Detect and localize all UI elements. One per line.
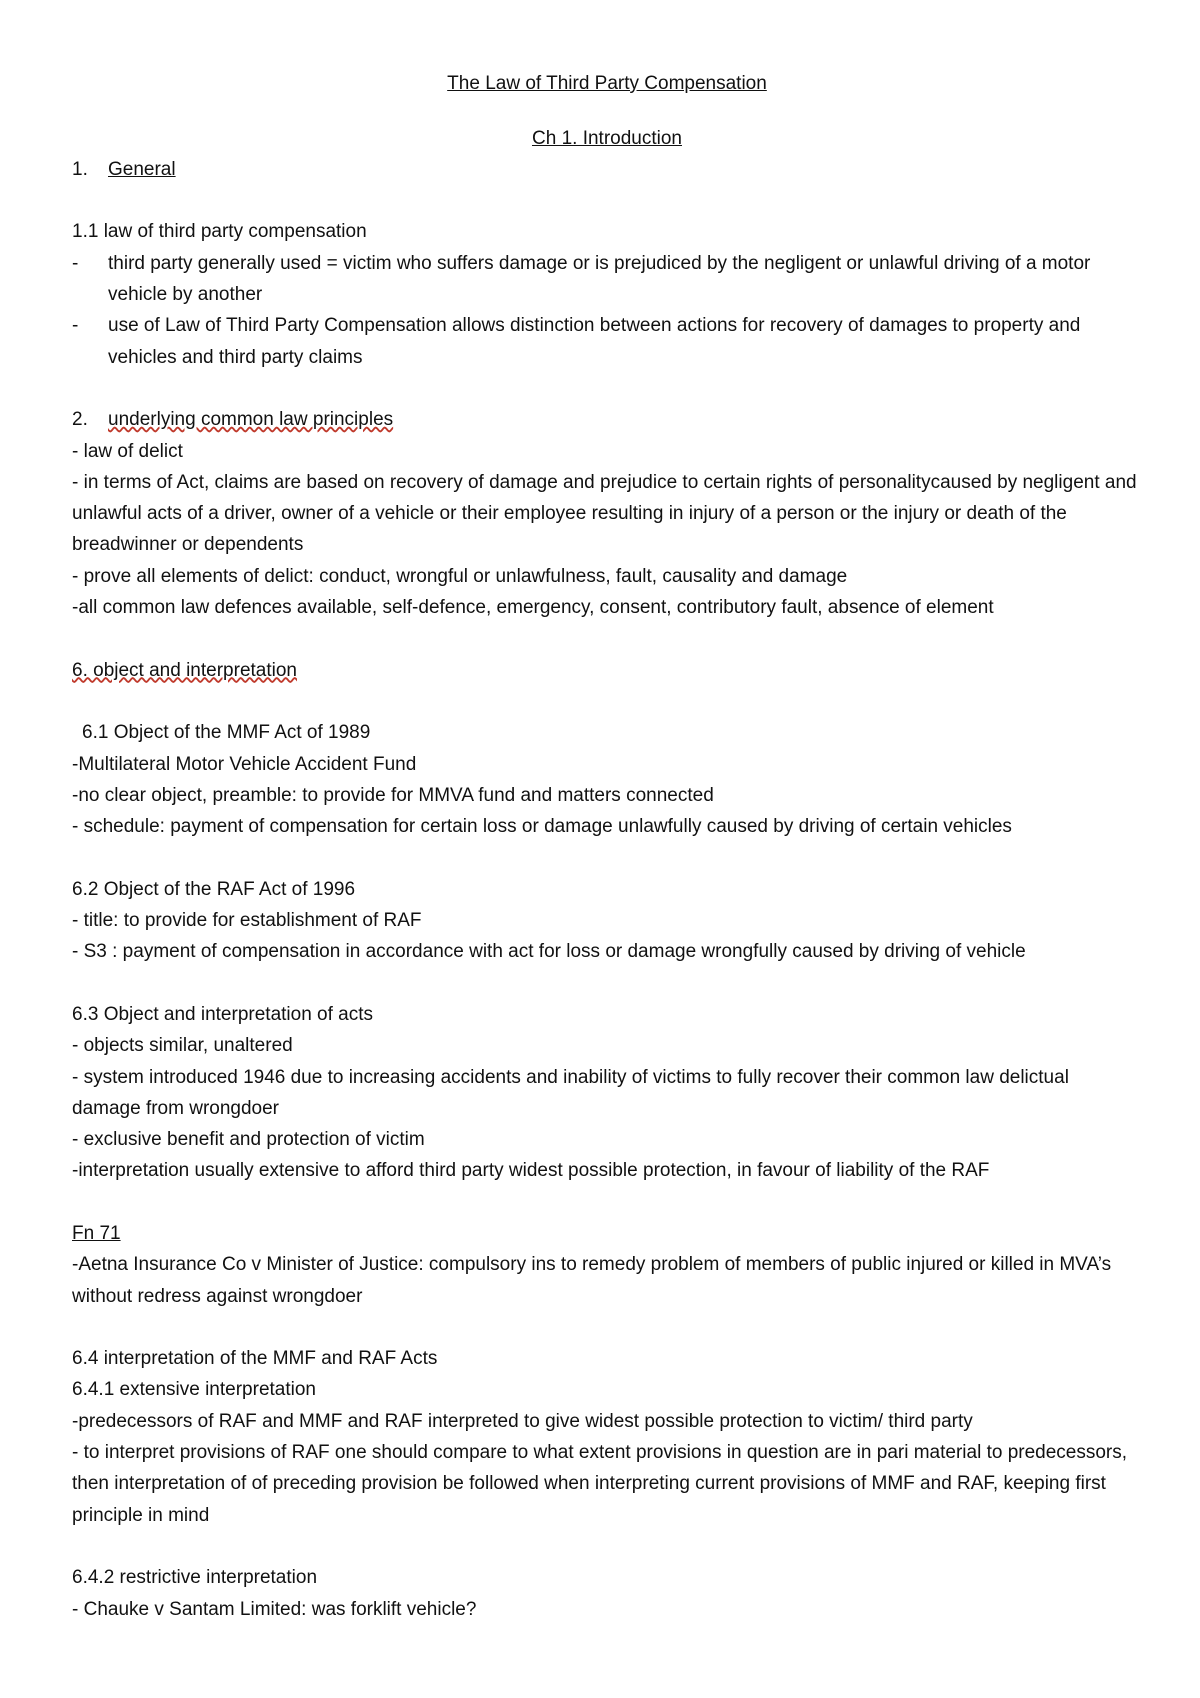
list-item: - third party generally used = victim who suffers damage or is prejudiced by the negligent or unlawful driving of a motor vehicle by another — [72, 252, 1091, 306]
footnote-heading: Fn 71 — [72, 1222, 121, 1244]
section-2-heading: 2. underlying common law principles — [72, 409, 394, 431]
paragraph-line: -all common law defences available, self-defence, emergency, consent, contributory fault, absence of element — [72, 597, 994, 619]
paragraph-line: - objects similar, unaltered — [72, 1035, 293, 1057]
paragraph-line: - law of delict — [72, 440, 183, 462]
document-title: The Law of Third Party Compensation — [447, 73, 767, 94]
paragraph-line: -predecessors of RAF and MMF and RAF interpreted to give widest possible protection to victim/ third party — [72, 1410, 973, 1432]
paragraph-line: -Aetna Insurance Co v Minister of Justice: compulsory ins to remedy problem of members of public injured or killed in MVA’s without redress against wrongdoer — [72, 1254, 1112, 1307]
section-6-3-heading: 6.3 Object and interpretation of acts — [72, 1003, 374, 1025]
section-6-heading: 6. object and interpretation — [72, 659, 297, 681]
list-item: - use of Law of Third Party Compensation allows distinction between actions for recovery of damages to property and vehicles and third party claims — [72, 315, 1081, 368]
section-6-4-2-heading: 6.4.2 restrictive interpretation — [72, 1567, 318, 1589]
paragraph-line: - prove all elements of delict: conduct, wrongful or unlawfulness, fault, causality and damage — [72, 565, 848, 587]
paragraph-line: - S3 : payment of compensation in accordance with act for loss or damage wrongfully caused by driving of vehicle — [72, 941, 1026, 963]
paragraph-line: -Multilateral Motor Vehicle Accident Fund — [72, 753, 417, 775]
paragraph-line: - system introduced 1946 due to increasing accidents and inability of victims to fully recover their common law delictual damage from wrongdoer — [72, 1066, 1069, 1119]
paragraph-line: - in terms of Act, claims are based on recovery of damage and prejudice to certain rights of personalitycaused by negligent and unlawful acts of a driver, owner of a vehicle or their employee resulting in injury of a person or the injury or death of the breadwinner or dependents — [72, 471, 1137, 556]
section-1-1-heading: 1.1 law of third party compensation — [72, 221, 367, 243]
section-1-heading: 1. General — [72, 158, 176, 180]
paragraph-line: -interpretation usually extensive to afford third party widest possible protection, in favour of liability of the RAF — [72, 1160, 990, 1182]
paragraph-line: - title: to provide for establishment of RAF — [72, 910, 422, 932]
section-6-1-heading: 6.1 Object of the MMF Act of 1989 — [82, 722, 371, 744]
section-6-2-heading: 6.2 Object of the RAF Act of 1996 — [72, 878, 356, 900]
paragraph-line: - schedule: payment of compensation for certain loss or damage unlawfully caused by driving of certain vehicles — [72, 816, 1012, 838]
section-6-4-1-heading: 6.4.1 extensive interpretation — [72, 1379, 316, 1401]
paragraph-line: -no clear object, preamble: to provide for MMVA fund and matters connected — [72, 784, 714, 806]
paragraph-line: - to interpret provisions of RAF one should compare to what extent provisions in question are in pari material to predecessors, then interpretation of of preceding provision be followed when interpreting current provisions of MMF and RAF, keeping first principle in mind — [72, 1442, 1128, 1526]
section-6-4-heading: 6.4 interpretation of the MMF and RAF Acts — [72, 1348, 438, 1370]
paragraph-line: - Chauke v Santam Limited: was forklift vehicle? — [72, 1598, 477, 1620]
document-page — [72, 68, 1142, 1625]
chapter-heading: Ch 1. Introduction — [532, 127, 682, 149]
paragraph-line: - exclusive benefit and protection of victim — [72, 1129, 425, 1151]
